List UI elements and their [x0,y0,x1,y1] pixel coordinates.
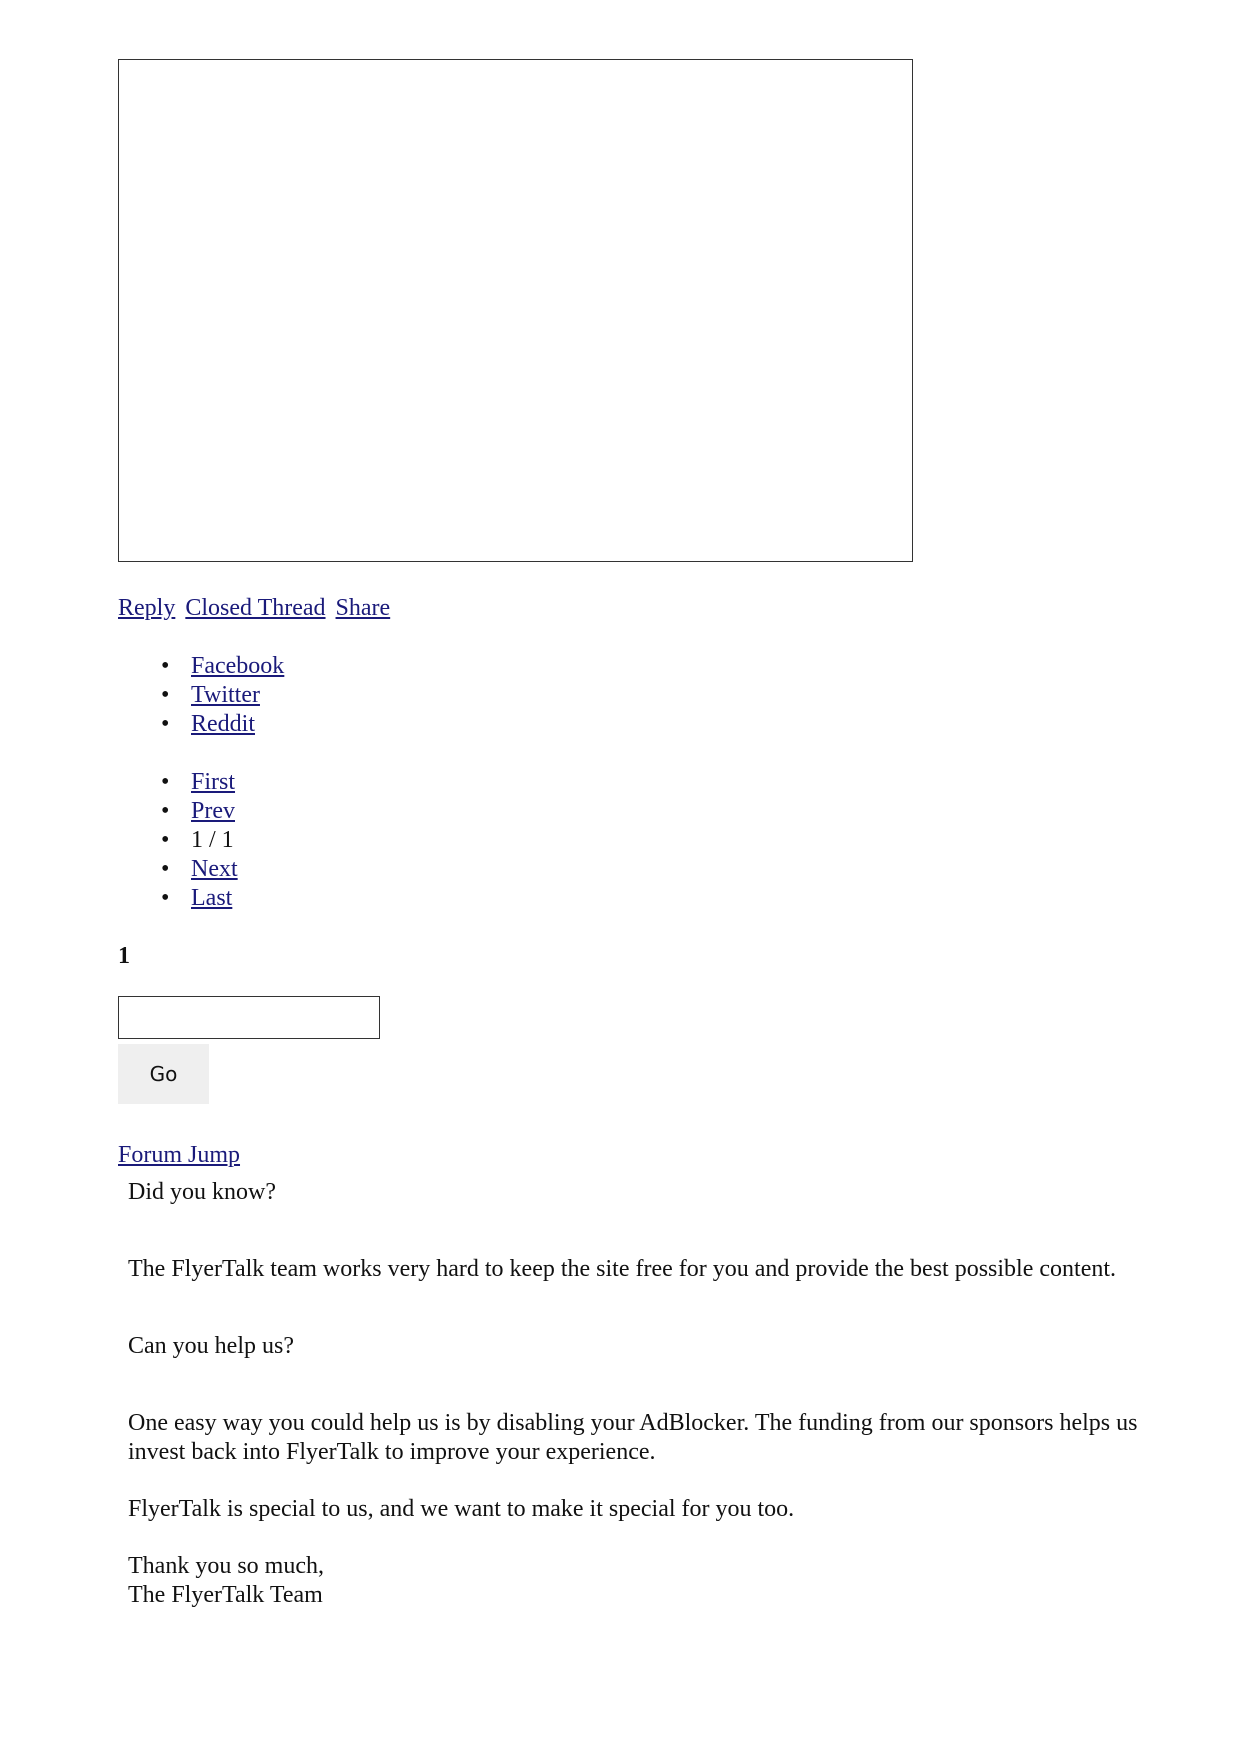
forum-jump [118,1140,240,1170]
first-page-link[interactable]: First [191,769,236,795]
notice-paragraph-1: The FlyerTalk team works very hard to keep the site free for you and provide the best possible content. [128,1256,1117,1282]
current-page-indicator: 1 / 1 [191,827,234,853]
last-page-link[interactable]: Last [191,885,233,911]
signoff-line-1: Thank you so much, [128,1553,324,1579]
share-link[interactable]: Share [335,595,391,621]
pager-item-current [118,826,238,855]
notice-paragraph-2: One easy way you could help us is by disabling your AdBlocker. The funding from our sponsors helps us invest back into FlyerTalk to improve your experience. [128,1410,1138,1465]
ad-placeholder-frame [118,59,913,562]
facebook-link[interactable]: Facebook [191,653,285,679]
notice-paragraph-3: FlyerTalk is special to us, and we want to make it special for you too. [128,1496,795,1522]
forum-jump-link[interactable]: Forum Jump [118,1142,241,1168]
next-page-link[interactable]: Next [191,856,238,882]
prev-page-link[interactable]: Prev [191,798,235,824]
share-menu [118,652,284,739]
notice-question: Did you know? [128,1179,276,1205]
pagination [118,768,238,913]
reply-link[interactable]: Reply [118,595,176,621]
share-item-facebook [118,652,284,681]
page-jump-heading: 1 [118,943,130,969]
twitter-link[interactable]: Twitter [191,682,260,708]
reddit-link[interactable]: Reddit [191,711,255,737]
pager-item-next [118,855,238,884]
notice-signoff [128,1552,1168,1610]
pager-item-last [118,884,238,913]
go-button[interactable]: Go [118,1044,209,1104]
page-number-input[interactable] [118,996,380,1039]
notice-ask: Can you help us? [128,1333,294,1359]
pager-item-prev [118,797,238,826]
closed-thread-link[interactable]: Closed Thread [185,595,326,621]
thread-actions [118,593,394,623]
share-item-reddit [118,710,284,739]
share-item-twitter [118,681,284,710]
signoff-line-2: The FlyerTalk Team [128,1582,323,1608]
pager-item-first [118,768,238,797]
